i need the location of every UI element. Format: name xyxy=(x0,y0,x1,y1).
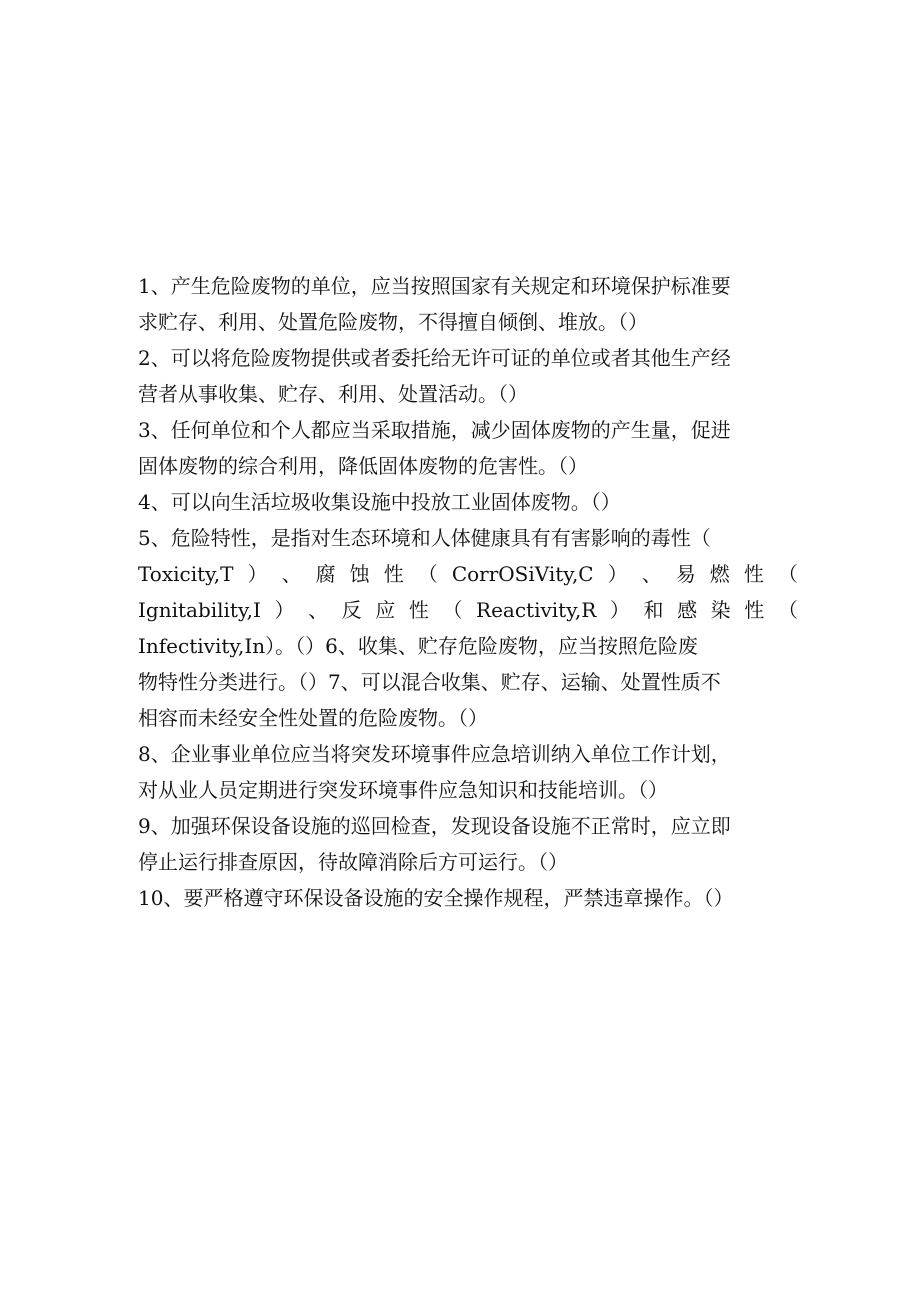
text-line: 停止运行排查原因，待故障消除后方可运行。（） xyxy=(138,850,568,874)
text-fragment: ） xyxy=(274,598,295,622)
text-fragment: 蚀 xyxy=(349,562,370,586)
text-line: 10、要严格遵守环保设备设施的安全操作规程，严禁违章操作。（） xyxy=(138,886,734,910)
document-body xyxy=(138,268,798,916)
text-fragment: 性 xyxy=(383,562,404,586)
text-fragment: 性 xyxy=(743,562,764,586)
text-line: 物特性分类进行。（）7、可以混合收集、贮存、运输、处置性质不 xyxy=(138,670,721,694)
text-fragment: Ignitability,I xyxy=(138,598,261,622)
text-fragment: 腐 xyxy=(315,562,336,586)
text-fragment: ） xyxy=(247,562,268,586)
text-fragment: （ xyxy=(442,598,463,622)
text-fragment: Toxicity,T xyxy=(138,562,234,586)
text-fragment: ） xyxy=(609,598,630,622)
text-fragment: 和 xyxy=(643,598,664,622)
text-fragment: （ xyxy=(777,598,798,622)
text-fragment: 感 xyxy=(677,598,698,622)
text-fragment: CorrOSiVity,C xyxy=(451,562,594,586)
text-fragment: （ xyxy=(777,562,798,586)
text-fragment: （ xyxy=(417,562,438,586)
text-line: 9、加强环保设备设施的巡回检查，发现设备设施不正常时，应立即 xyxy=(138,814,731,838)
text-fragment: 、 xyxy=(308,598,329,622)
text-line: 相容而未经安全性处置的危险废物。（） xyxy=(138,706,488,730)
text-line: Infectivity,In）。（）6、收集、贮存危险废物，应当按照危险废 xyxy=(138,634,698,658)
text-fragment: 性 xyxy=(744,598,765,622)
text-fragment: 反 xyxy=(341,598,362,622)
text-fragment: 、 xyxy=(641,562,662,586)
text-line: 3、任何单位和个人都应当采取措施，减少固体废物的产生量，促进 xyxy=(138,418,731,442)
text-line: 4、可以向生活垃圾收集设施中投放工业固体废物。（） xyxy=(138,490,621,514)
text-fragment: 性 xyxy=(408,598,429,622)
text-line: 1、产生危险废物的单位，应当按照国家有关规定和环境保护标准要 xyxy=(138,274,731,298)
text-fragment: 应 xyxy=(375,598,396,622)
text-line-justified xyxy=(138,556,798,592)
text-line: 营者从事收集、贮存、利用、处置活动。（） xyxy=(138,382,528,406)
text-fragment: ） xyxy=(607,562,628,586)
text-fragment: Reactivity,R xyxy=(476,598,597,622)
text-line: 8、企业事业单位应当将突发环境事件应急培训纳入单位工作计划， xyxy=(138,742,731,766)
text-line: 5、危险特性，是指对生态环境和人体健康具有有害影响的毒性（ xyxy=(138,526,711,550)
text-fragment: 染 xyxy=(710,598,731,622)
text-line: 固体废物的综合利用，降低固体废物的危害性。（） xyxy=(138,454,588,478)
text-fragment: 、 xyxy=(281,562,302,586)
text-line: 2、可以将危险废物提供或者委托给无许可证的单位或者其他生产经 xyxy=(138,346,731,370)
text-line-justified xyxy=(138,592,798,628)
text-line: 对从业人员定期进行突发环境事件应急知识和技能培训。（） xyxy=(138,778,668,802)
text-fragment: 燃 xyxy=(709,562,730,586)
text-fragment: 易 xyxy=(675,562,696,586)
text-line: 求贮存、利用、处置危险废物，不得擅自倾倒、堆放。（） xyxy=(138,310,648,334)
